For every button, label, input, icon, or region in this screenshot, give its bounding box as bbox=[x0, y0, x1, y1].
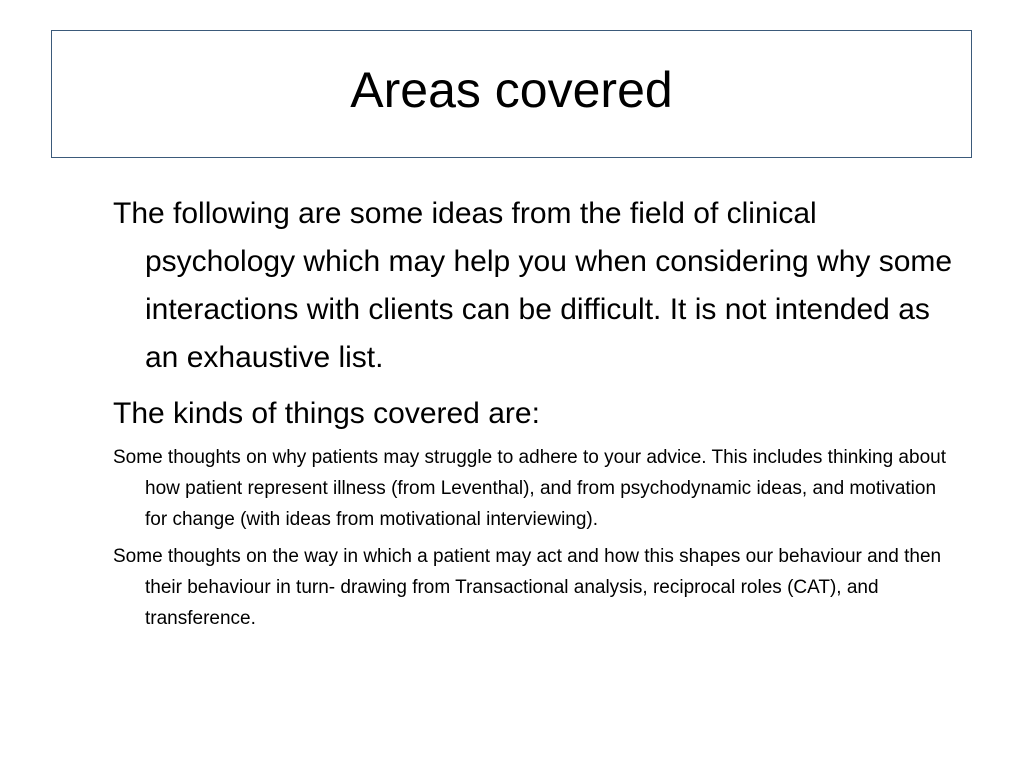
intro-paragraph: The following are some ideas from the field of clinical psychology which may help you when considering why some interactions with clients can be difficult. It is not intended as an exhaustive list. bbox=[113, 197, 953, 374]
content-body bbox=[113, 190, 963, 634]
adherence-paragraph: Some thoughts on why patients may struggle to adhere to your advice. This includes thinking about how patient represent illness (from Leventhal), and from psychodynamic ideas, and motivation for change (with ideas from motivational interviewing). bbox=[113, 447, 946, 530]
covered-heading: The kinds of things covered are: bbox=[113, 397, 540, 430]
behaviour-paragraph: Some thoughts on the way in which a patient may act and how this shapes our behaviour and then their behaviour in turn- drawing from Transactional analysis, reciprocal roles (CAT), and transference. bbox=[113, 546, 942, 629]
slide-title: Areas covered bbox=[350, 62, 673, 118]
title-placeholder bbox=[51, 30, 972, 158]
